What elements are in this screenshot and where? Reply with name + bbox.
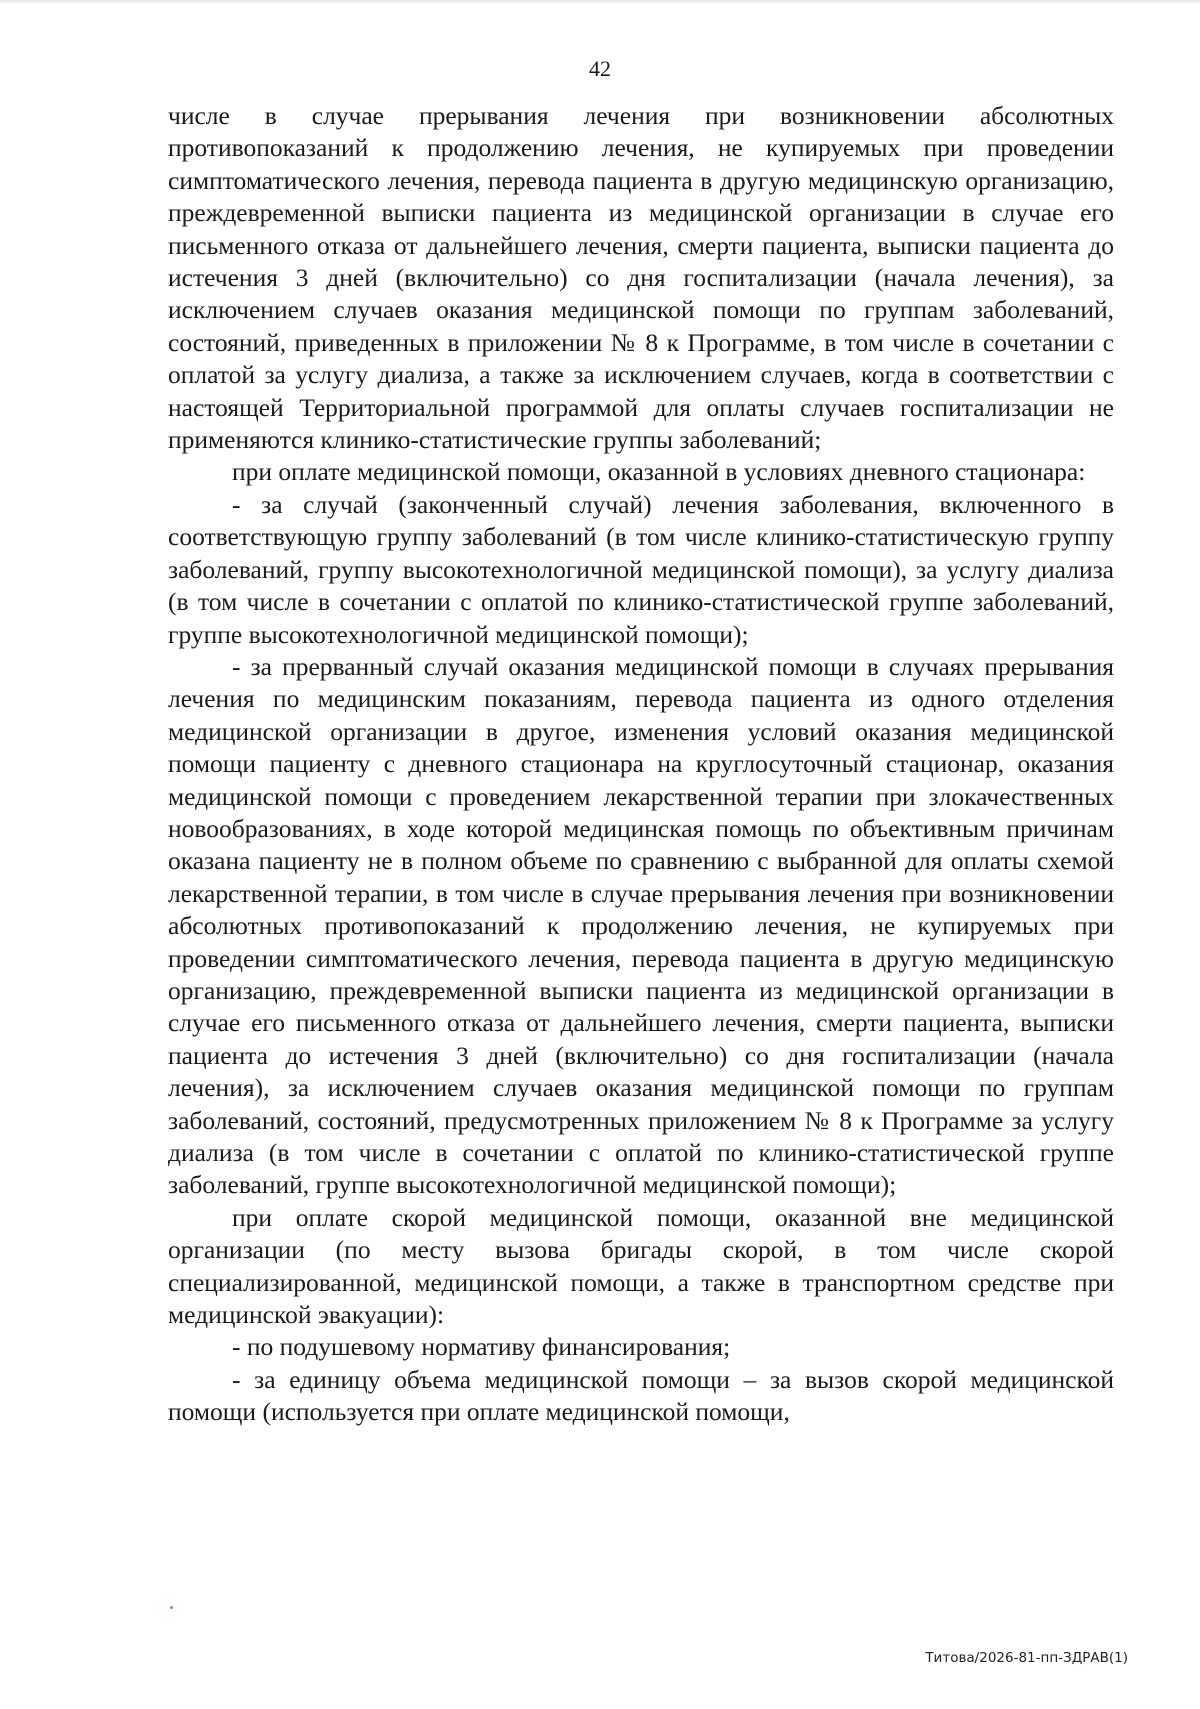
scan-artifact-dot — [170, 1606, 173, 1609]
paragraph-per-capita: - по подушевому нормативу финансирования; — [232, 1332, 731, 1362]
paragraph-completed-case: - за случай (законченный случай) лечения заболевания, включенного в соответствующую группу заболеваний (в том числе клинико-статистическую группу заболеваний, группу высокотехнологичной медицинской помощи), за услугу диализа (в том числе в сочетании с оплатой по клинико-статистической группе заболеваний, группе высокотехнологичной медицинской помощи); — [168, 489, 1114, 649]
paragraph-day-hospital-intro: при оплате медицинской помощи, оказанной в условиях дневного стационара: — [232, 457, 1086, 487]
paragraph-interrupted-case: - за прерванный случай оказания медицинской помощи в случаях прерывания лечения по медицинским показаниям, перевода пациента из одного отделения медицинской организации в другое, изменения условий оказания медицинской помощи пациенту с дневного стационара на круглосуточный стационар, оказания медицинской помощи с проведением лекарственной терапии при злокачественных новообразованиях, в ходе которой медицинская помощь по объективным причинам оказана пациенту не в полном объеме по сравнению с выбранной для оплаты схемой лекарственной терапии, в том числе в случае прерывания лечения при возникновении абсолютных противопоказаний к продолжению лечения, не купируемых при проведении симптоматического лечения, перевода пациента в другую медицинскую организацию, преждевременной выписки пациента из медицинской организации в случае его письменного отказа от дальнейшего лечения, смерти пациента, выписки пациента до истечения 3 дней (включительно) со дня госпитализации (начала лечения), за исключением случаев оказания медицинской помощи по группам заболеваний, состояний, предусмотренных приложением № 8 к Программе за услугу диализа (в том числе в сочетании с оплатой по клинико-статистической группе заболеваний, группе высокотехнологичной медицинской помощи); — [168, 651, 1114, 1200]
paragraph-continuation: числе в случае прерывания лечения при возникновении абсолютных противопоказаний к продолжению лечения, не купируемых при проведении симптоматического лечения, перевода пациента в другую медицинскую организацию, преждевременной выписки пациента из медицинской организации в случае его письменного отказа от дальнейшего лечения, смерти пациента, выписки пациента до истечения 3 дней (включительно) со дня госпитализации (начала лечения), за исключением случаев оказания медицинской помощи по группам заболеваний, состояний, приведенных в приложении № 8 к Программе, в том числе в сочетании с оплатой за услугу диализа, а также за исключением случаев, когда в соответствии с настоящей Территориальной программой для оплаты случаев госпитализации не применяются клинико-статистические группы заболеваний; — [168, 101, 1114, 455]
scan-top-edge — [0, 0, 1200, 4]
paragraph-per-call: - за единицу объема медицинской помощи – за вызов скорой медицинской помощи (используется при оплате медицинской помощи, — [168, 1364, 1114, 1427]
paragraph-emergency-care-intro: при оплате скорой медицинской помощи, оказанной вне медицинской организации (по месту вызова бригады скорой, в том числе скорой специализированной, медицинской помощи, а также в транспортном средстве при медицинской эвакуации): — [168, 1202, 1114, 1330]
document-body — [168, 100, 1114, 1429]
document-reference-footer: Титова/2026-81-пп-ЗДРАВ(1) — [925, 1650, 1128, 1666]
page-number: 42 — [589, 56, 611, 81]
